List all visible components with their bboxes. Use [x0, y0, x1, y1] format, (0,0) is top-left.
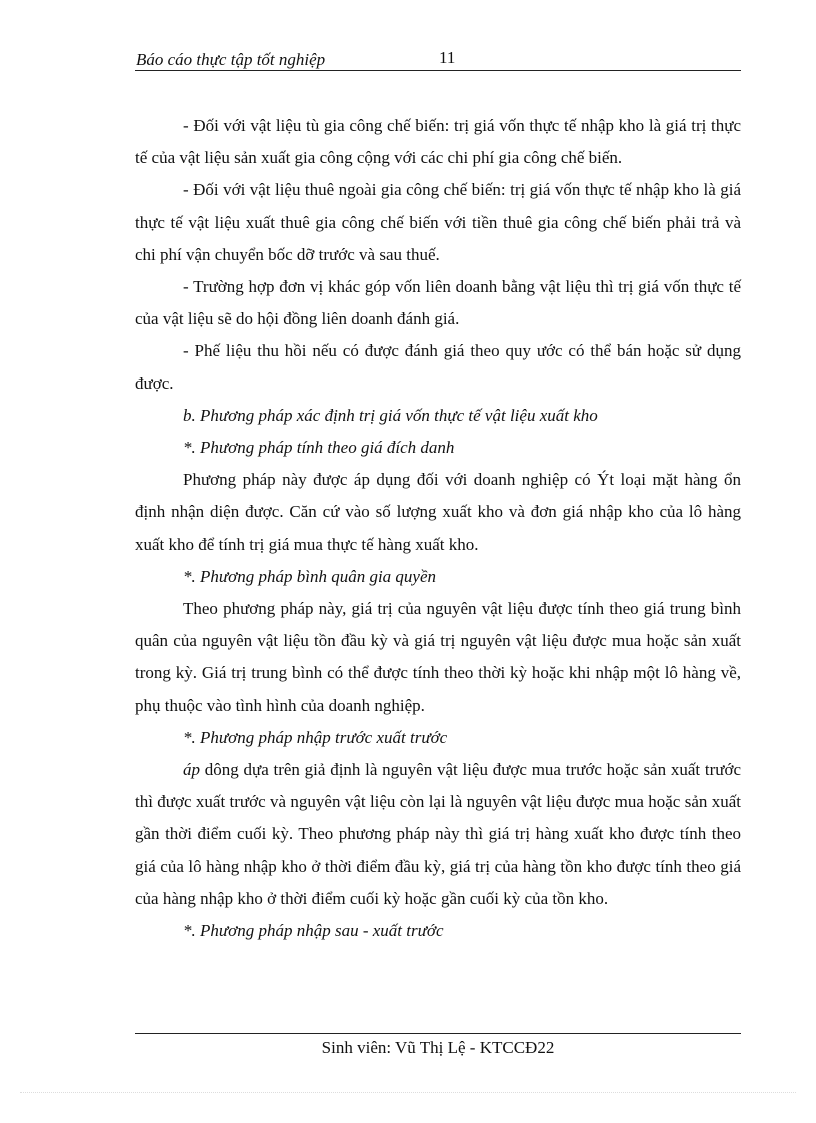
paragraph-fifo-text: dông dựa trên giả định là nguyên vật liệu được mua trước hoặc sản xuất trước thì được xuất trước và nguyên vật liệu còn lại là nguyên vật liệu được mua hoặc sản xuất gần thời điểm cuối kỳ. Theo phương pháp này thì giá trị hàng xuất kho được tính theo giá của lô hàng nhập kho ở thời điểm đầu kỳ, giá trị của hàng tồn kho được tính theo giá của hàng nhập kho ở thời điểm cuối kỳ hoặc gần cuối kỳ của tồn kho. [135, 760, 741, 908]
subheading-specific-identification: *. Phương pháp tính theo giá đích danh [183, 438, 455, 458]
paragraph-outsourced-processing: - Đối với vật liệu thuê ngoài gia công chế biến: trị giá vốn thực tế nhập kho là giá thực tế vật liệu xuất thuê gia công chế biến với tiền thuê gia công chế biến phải trả và chi phí vận chuyển bốc dỡ trước và sau thuế. [135, 180, 741, 264]
page-body [135, 110, 741, 947]
subheading-lifo: *. Phương pháp nhập sau - xuất trước [183, 921, 444, 941]
paragraph-specific-identification: Phương pháp này được áp dụng đối với doanh nghiệp có Ýt loại mặt hàng ổn định nhận diện được. Căn cứ vào số lượng xuất kho và đơn giá nhập kho của lô hàng xuất kho để tính trị giá mua thực tế hàng xuất kho. [135, 470, 741, 554]
paragraph-fifo [135, 754, 741, 915]
page-edge-divider [20, 1092, 796, 1093]
section-heading-b: b. Phương pháp xác định trị giá vốn thực tế vật liệu xuất kho [183, 405, 598, 425]
subheading-fifo: *. Phương pháp nhập trước xuất trước [183, 727, 448, 747]
page-header [135, 48, 741, 71]
paragraph-fifo-lead: áp [183, 760, 200, 780]
page-number: 11 [439, 48, 456, 67]
page-footer [135, 1033, 741, 1057]
student-credit: Sinh viên: Vũ Thị Lệ - KTCCĐ22 [321, 1038, 555, 1057]
report-title: Báo cáo thực tập tốt nghiệp [136, 50, 326, 69]
subheading-weighted-average: *. Phương pháp bình quân gia quyền [183, 566, 437, 586]
paragraph-weighted-average: Theo phương pháp này, giá trị của nguyên vật liệu được tính theo giá trung bình quân của nguyên vật liệu tồn đầu kỳ và giá trị nguyên vật liệu được mua hoặc sản xuất trong kỳ. Giá trị trung bình có thể được tính theo thời kỳ hoặc khi nhập một lô hàng về, phụ thuộc vào tình hình của doanh nghiệp. [135, 599, 741, 715]
paragraph-joint-venture-capital: - Trường hợp đơn vị khác góp vốn liên doanh bằng vật liệu thì trị giá vốn thực tế của vật liệu sẽ do hội đồng liên doanh đánh giá. [135, 277, 741, 329]
paragraph-processed-materials: - Đối với vật liệu tù gia công chế biến: trị giá vốn thực tế nhập kho là giá trị thực tế của vật liệu sản xuất gia công cộng với các chi phí gia công chế biến. [135, 116, 741, 168]
paragraph-scrap-recovery: - Phế liệu thu hồi nếu có được đánh giá theo quy ước có thể bán hoặc sử dụng được. [135, 341, 741, 393]
